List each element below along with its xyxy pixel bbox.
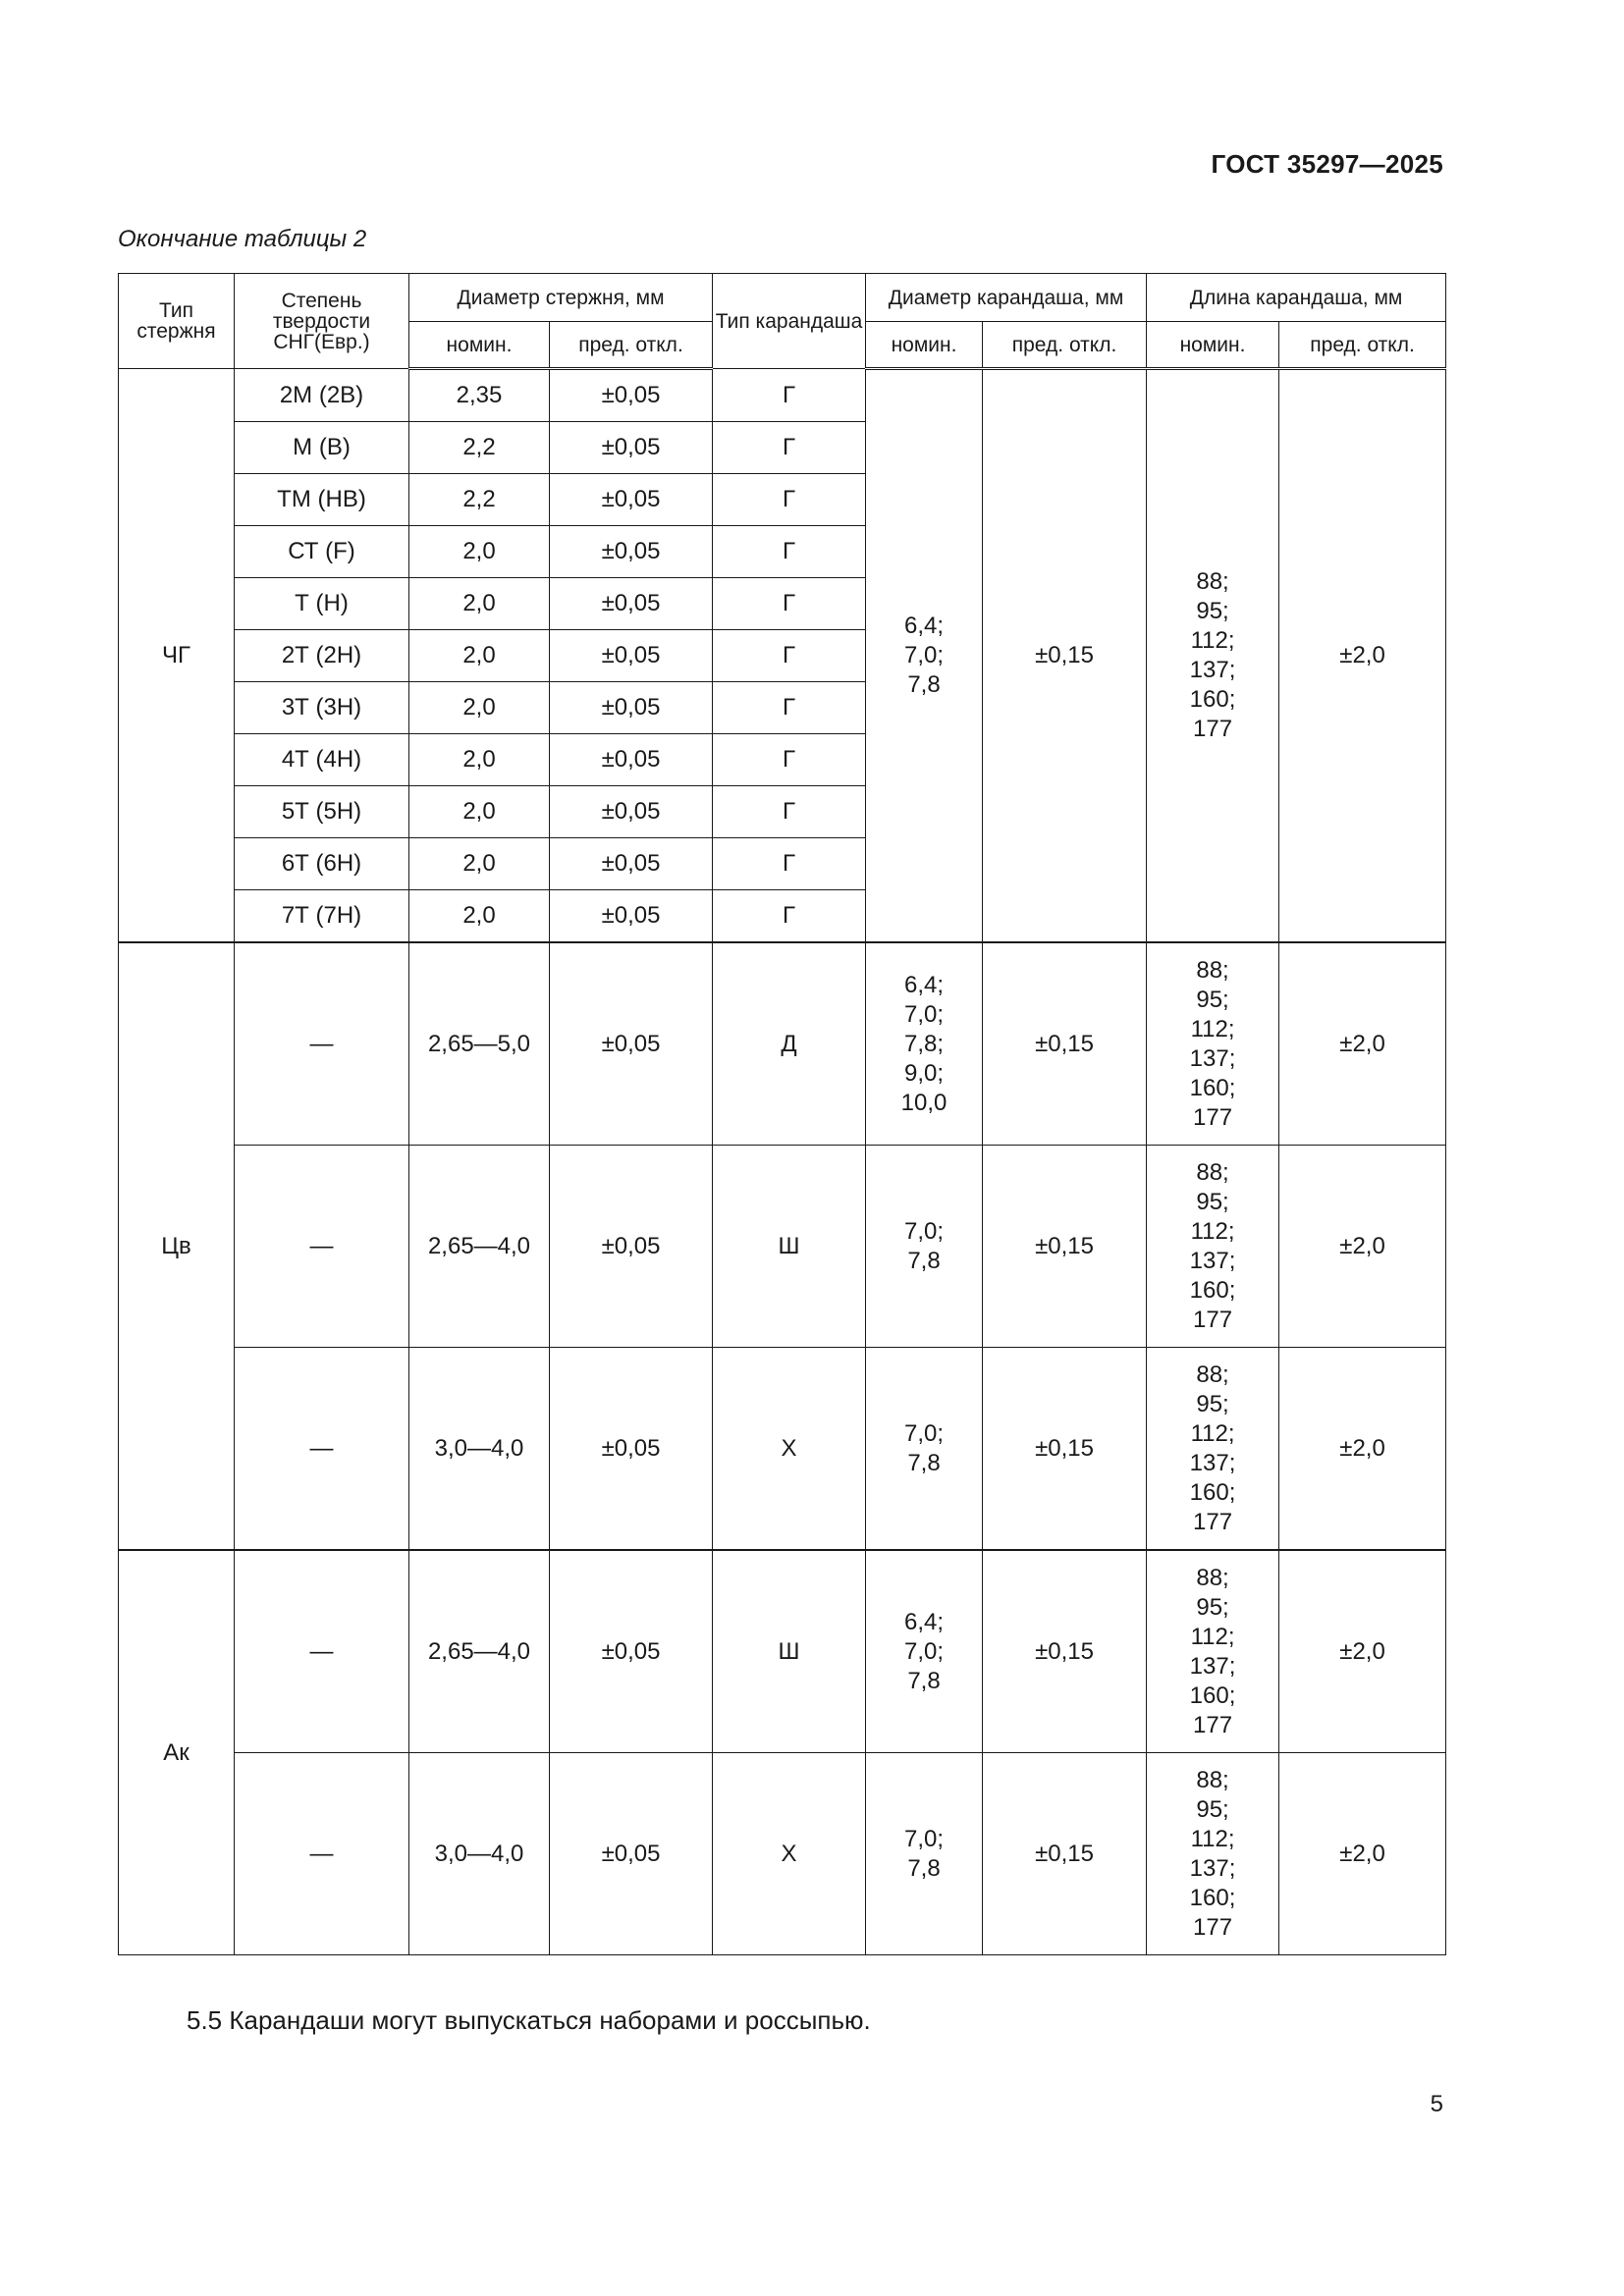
pencil-diameter-tolerance-cell: ±0,15 <box>983 1753 1147 1955</box>
table-row <box>119 1348 1446 1551</box>
pencil-type-cell: Г <box>713 682 866 734</box>
rod-nominal-cell: 2,0 <box>409 786 550 838</box>
table-row <box>119 1146 1446 1348</box>
pencil-length-tolerance-cell: ±2,0 <box>1279 1348 1446 1551</box>
pencil-type-cell: Г <box>713 630 866 682</box>
pencil-diameter-nominal-cell <box>866 1753 983 1955</box>
pencil-diameter-nominal-cell <box>866 1146 983 1348</box>
page-number: 5 <box>1430 2091 1443 2117</box>
pencil-diameter-nominal-text: 6,4; 7,0; 7,8; 9,0; 10,0 <box>900 971 947 1116</box>
hardness-cell: — <box>235 1146 409 1348</box>
pencil-length-tolerance-cell: ±2,0 <box>1279 369 1446 943</box>
rod-tolerance-cell: ±0,05 <box>550 682 713 734</box>
rod-nominal-cell: 2,0 <box>409 682 550 734</box>
pencil-diameter-nominal-text: 7,0; 7,8 <box>904 1825 945 1882</box>
pencil-length-nominal-cell <box>1147 1146 1279 1348</box>
pencil-diameter-tolerance-cell: ±0,15 <box>983 942 1147 1146</box>
rod-tolerance-cell: ±0,05 <box>550 890 713 943</box>
rod-nominal-cell: 2,35 <box>409 369 550 422</box>
pencil-type-cell: Г <box>713 369 866 422</box>
rod-tolerance-cell: ±0,05 <box>550 1550 713 1753</box>
rod-nominal-cell: 2,65—4,0 <box>409 1146 550 1348</box>
pencil-diameter-nominal-text: 6,4; 7,0; 7,8 <box>904 613 945 698</box>
table-row <box>119 369 1446 422</box>
rod-tolerance-cell: ±0,05 <box>550 1753 713 1955</box>
pencil-type-cell: Г <box>713 786 866 838</box>
rod-tolerance-cell: ±0,05 <box>550 942 713 1146</box>
specification-table <box>118 273 1446 1955</box>
pencil-diameter-tolerance-cell: ±0,15 <box>983 1550 1147 1753</box>
hardness-cell: 2М (2B) <box>235 369 409 422</box>
hardness-cell: — <box>235 1753 409 1955</box>
rod-tolerance-cell: ±0,05 <box>550 630 713 682</box>
pencil-length-nominal-cell <box>1147 1348 1279 1551</box>
pencil-type-cell: Д <box>713 942 866 1146</box>
paragraph-5-5: 5.5 Карандаши могут выпускаться наборами и россыпью. <box>187 2005 871 2035</box>
header-rod-tolerance: пред. откл. <box>550 322 713 369</box>
table-row <box>119 1550 1446 1753</box>
rod-nominal-cell: 2,0 <box>409 630 550 682</box>
rod-nominal-cell: 2,0 <box>409 734 550 786</box>
pencil-diameter-tolerance-cell: ±0,15 <box>983 1348 1147 1551</box>
hardness-cell: СТ (F) <box>235 526 409 578</box>
header-diameter-tolerance: пред. откл. <box>983 322 1147 369</box>
hardness-cell: — <box>235 942 409 1146</box>
rod-tolerance-cell: ±0,05 <box>550 1146 713 1348</box>
rod-nominal-cell: 2,2 <box>409 474 550 526</box>
rod-nominal-cell: 2,2 <box>409 422 550 474</box>
rod-nominal-cell: 2,0 <box>409 578 550 630</box>
hardness-cell: — <box>235 1550 409 1753</box>
pencil-diameter-nominal-text: 7,0; 7,8 <box>904 1217 945 1274</box>
hardness-cell: ТМ (HB) <box>235 474 409 526</box>
pencil-type-cell: Х <box>713 1348 866 1551</box>
header-pencil-length: Длина карандаша, мм <box>1147 274 1446 322</box>
header-pencil-type: Тип карандаша <box>713 274 866 369</box>
rod-nominal-cell: 2,0 <box>409 838 550 890</box>
pencil-diameter-tolerance-cell: ±0,15 <box>983 369 1147 943</box>
rod-type-cell: Ак <box>119 1550 235 1955</box>
rod-type-cell: Цв <box>119 942 235 1550</box>
rod-nominal-cell: 2,0 <box>409 526 550 578</box>
pencil-type-cell: Х <box>713 1753 866 1955</box>
rod-nominal-cell: 2,65—5,0 <box>409 942 550 1146</box>
pencil-diameter-nominal-cell <box>866 369 983 943</box>
hardness-cell: Т (H) <box>235 578 409 630</box>
table-caption: Окончание таблицы 2 <box>118 226 367 252</box>
hardness-cell: 3Т (3H) <box>235 682 409 734</box>
header-length-nominal: номин. <box>1147 322 1279 369</box>
rod-nominal-cell: 3,0—4,0 <box>409 1348 550 1551</box>
rod-type-cell: ЧГ <box>119 369 235 943</box>
rod-tolerance-cell: ±0,05 <box>550 474 713 526</box>
pencil-type-cell: Ш <box>713 1146 866 1348</box>
pencil-type-cell: Г <box>713 838 866 890</box>
rod-tolerance-cell: ±0,05 <box>550 422 713 474</box>
pencil-length-tolerance-cell: ±2,0 <box>1279 1146 1446 1348</box>
pencil-type-cell: Г <box>713 474 866 526</box>
pencil-length-nominal-cell <box>1147 1550 1279 1753</box>
rod-tolerance-cell: ±0,05 <box>550 838 713 890</box>
pencil-type-cell: Г <box>713 578 866 630</box>
pencil-length-tolerance-cell: ±2,0 <box>1279 942 1446 1146</box>
standard-code: ГОСТ 35297—2025 <box>1211 149 1443 179</box>
header-rod-type: Тип стержня <box>119 274 235 369</box>
hardness-cell: 5Т (5H) <box>235 786 409 838</box>
header-row-1 <box>119 274 1446 322</box>
pencil-length-nominal-text: 88; 95; 112; 137; 160; 177 <box>1189 1361 1236 1535</box>
hardness-cell: 4Т (4H) <box>235 734 409 786</box>
hardness-cell: — <box>235 1348 409 1551</box>
pencil-diameter-nominal-cell <box>866 1550 983 1753</box>
table-row <box>119 1753 1446 1955</box>
table-row <box>119 942 1446 1146</box>
rod-tolerance-cell: ±0,05 <box>550 369 713 422</box>
header-hardness: Степень твердости СНГ(Евр.) <box>235 274 409 369</box>
header-rod-nominal: номин. <box>409 322 550 369</box>
header-pencil-diameter: Диаметр карандаша, мм <box>866 274 1147 322</box>
pencil-length-nominal-cell <box>1147 369 1279 943</box>
rod-tolerance-cell: ±0,05 <box>550 578 713 630</box>
hardness-cell: 6Т (6H) <box>235 838 409 890</box>
header-rod-diameter: Диаметр стержня, мм <box>409 274 713 322</box>
rod-tolerance-cell: ±0,05 <box>550 526 713 578</box>
pencil-diameter-tolerance-cell: ±0,15 <box>983 1146 1147 1348</box>
pencil-diameter-nominal-text: 6,4; 7,0; 7,8 <box>904 1608 945 1694</box>
pencil-type-cell: Г <box>713 734 866 786</box>
pencil-type-cell: Г <box>713 526 866 578</box>
hardness-cell: М (B) <box>235 422 409 474</box>
rod-nominal-cell: 3,0—4,0 <box>409 1753 550 1955</box>
pencil-type-cell: Г <box>713 422 866 474</box>
pencil-diameter-nominal-cell <box>866 1348 983 1551</box>
rod-tolerance-cell: ±0,05 <box>550 786 713 838</box>
pencil-length-nominal-cell <box>1147 1753 1279 1955</box>
rod-nominal-cell: 2,0 <box>409 890 550 943</box>
hardness-cell: 7Т (7H) <box>235 890 409 943</box>
pencil-length-tolerance-cell: ±2,0 <box>1279 1753 1446 1955</box>
pencil-length-nominal-text: 88; 95; 112; 137; 160; 177 <box>1189 1766 1236 1941</box>
pencil-type-cell: Г <box>713 890 866 943</box>
rod-nominal-cell: 2,65—4,0 <box>409 1550 550 1753</box>
pencil-length-nominal-text: 88; 95; 112; 137; 160; 177 <box>1189 1158 1236 1333</box>
pencil-length-nominal-cell <box>1147 942 1279 1146</box>
rod-tolerance-cell: ±0,05 <box>550 734 713 786</box>
pencil-length-nominal-text: 88; 95; 112; 137; 160; 177 <box>1189 568 1236 742</box>
pencil-length-tolerance-cell: ±2,0 <box>1279 1550 1446 1753</box>
pencil-length-nominal-text: 88; 95; 112; 137; 160; 177 <box>1189 956 1236 1131</box>
header-length-tolerance: пред. откл. <box>1279 322 1446 369</box>
pencil-diameter-nominal-text: 7,0; 7,8 <box>904 1419 945 1476</box>
pencil-diameter-nominal-cell <box>866 942 983 1146</box>
hardness-cell: 2Т (2H) <box>235 630 409 682</box>
pencil-type-cell: Ш <box>713 1550 866 1753</box>
rod-tolerance-cell: ±0,05 <box>550 1348 713 1551</box>
pencil-length-nominal-text: 88; 95; 112; 137; 160; 177 <box>1189 1564 1236 1738</box>
header-diameter-nominal: номин. <box>866 322 983 369</box>
